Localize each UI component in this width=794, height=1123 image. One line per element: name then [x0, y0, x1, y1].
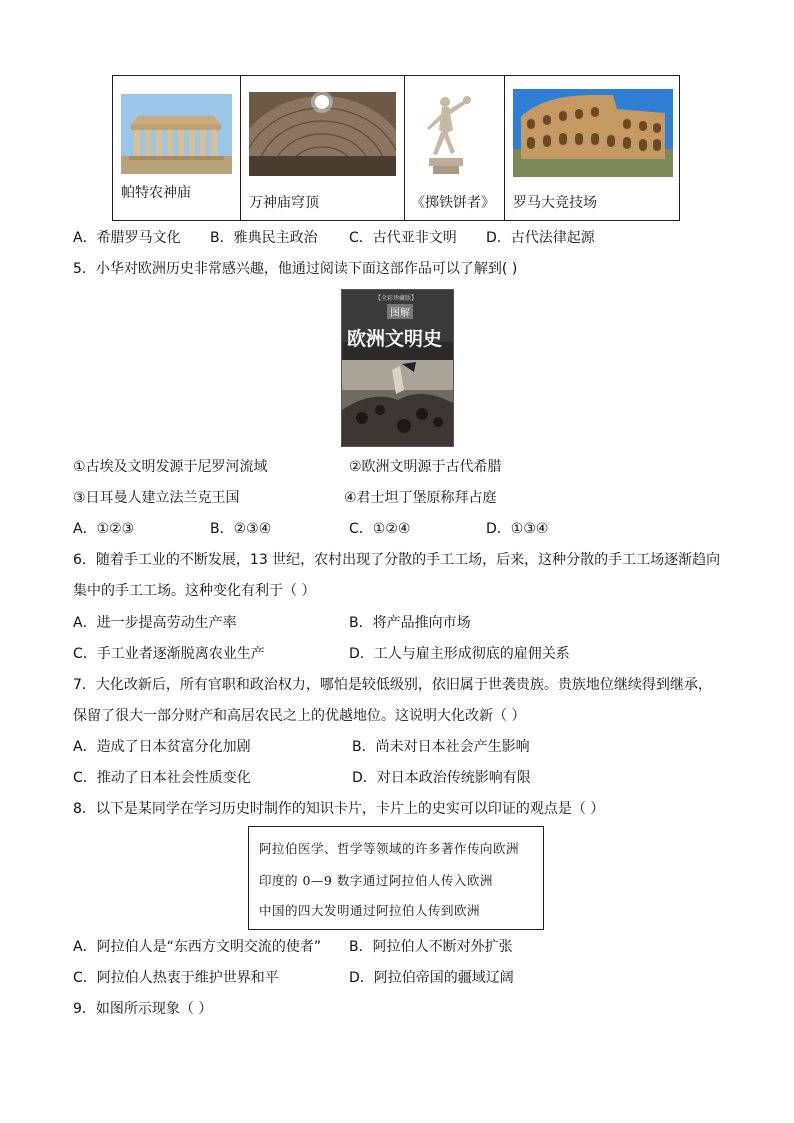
- colosseum-image: [513, 89, 673, 177]
- q6-stem-line2: 集中的手工工场。这种变化有利于（ ）: [73, 583, 316, 599]
- q5-stem: 5．小华对欧洲历史非常感兴趣，他通过阅读下面这部作品可以了解到( ): [73, 261, 518, 277]
- cell-discobolus: [405, 76, 505, 220]
- q7-option-a: A．造成了日本贫富分化加剧: [73, 739, 251, 755]
- q5-statement-3: ③日耳曼人建立法兰克王国: [73, 490, 240, 506]
- caption-discobolus: 《掷铁饼者》: [411, 195, 495, 211]
- cell-parthenon: [113, 76, 241, 220]
- caption-colosseum: 罗马大竞技场: [513, 195, 597, 211]
- q5-option-a: A．①②③: [73, 521, 135, 537]
- cell-pantheon: [241, 76, 405, 220]
- image-table: [112, 75, 680, 221]
- book-title: 欧洲文明史: [347, 328, 443, 350]
- book-series-label: 【全彩珍藏版】: [375, 295, 418, 302]
- q6-option-b: B．将产品推向市场: [349, 615, 471, 631]
- q9-stem: 9．如图所示现象（ ）: [73, 1001, 213, 1017]
- q8-option-c: C．阿拉伯人热衷于维护世界和平: [73, 970, 279, 986]
- card-line-1: 阿拉伯医学、哲学等领域的许多著作传向欧洲: [259, 841, 520, 856]
- q7-stem-line1: 7．大化改新后，所有官职和政治权力，哪怕是较低级别，依旧属于世袭贵族。贵族地位继续得到继承，: [73, 677, 712, 693]
- caption-pantheon: 万神庙穹顶: [249, 195, 319, 211]
- q4-option-b: B．雅典民主政治: [210, 230, 318, 246]
- q7-option-d: D．对日本政治传统影响有限: [352, 770, 531, 786]
- q8-option-d: D．阿拉伯帝国的疆域辽阔: [349, 970, 514, 986]
- parthenon-image: [121, 94, 232, 174]
- pantheon-dome-image: [249, 92, 396, 176]
- q7-option-c: C．推动了日本社会性质变化: [73, 770, 251, 786]
- q5-statement-1: ①古埃及文明发源于尼罗河流域: [73, 459, 268, 475]
- q4-option-a: A．希腊罗马文化: [73, 230, 181, 246]
- q5-option-d: D．①③④: [486, 521, 549, 537]
- q8-option-b: B．阿拉伯人不断对外扩张: [349, 939, 513, 955]
- discobolus-image: [415, 92, 475, 180]
- card-line-2: 印度的 0—9 数字通过阿拉伯人传入欧洲: [259, 873, 493, 888]
- q6-option-d: D．工人与雇主形成彻底的雇佣关系: [349, 646, 570, 662]
- q6-stem-line1: 6．随着手工业的不断发展，13 世纪，农村出现了分散的手工工场，后来，这种分散的手工工场逐渐趋向: [73, 552, 721, 568]
- q4-option-c: C．古代亚非文明: [349, 230, 457, 246]
- book-painting-image: [342, 360, 454, 447]
- card-line-3: 中国的四大发明通过阿拉伯人传到欧洲: [259, 903, 481, 918]
- q8-option-a: A．阿拉伯人是“东西方文明交流的使者”: [73, 939, 322, 955]
- q5-option-b: B．②③④: [210, 521, 272, 537]
- cell-colosseum: [505, 76, 679, 220]
- q4-option-d: D．古代法律起源: [486, 230, 595, 246]
- q5-statement-2: ②欧洲文明源于古代希腊: [349, 459, 502, 475]
- caption-parthenon: 帕特农神庙: [121, 185, 191, 201]
- q8-stem: 8．以下是某同学在学习历史时制作的知识卡片，卡片上的史实可以印证的观点是（ ）: [73, 801, 605, 817]
- q7-option-b: B．尚未对日本社会产生影响: [352, 739, 530, 755]
- q5-statement-4: ④君士坦丁堡原称拜占庭: [344, 490, 497, 506]
- q6-option-c: C．手工业者逐渐脱离农业生产: [73, 646, 265, 662]
- q6-option-a: A．进一步提高劳动生产率: [73, 615, 237, 631]
- q7-stem-line2: 保留了很大一部分财产和高居农民之上的优越地位。这说明大化改新（ ）: [73, 708, 526, 724]
- book-cover: [341, 289, 454, 447]
- q5-option-c: C．①②④: [349, 521, 411, 537]
- book-badge: 图解: [387, 304, 413, 319]
- knowledge-card: [248, 826, 544, 930]
